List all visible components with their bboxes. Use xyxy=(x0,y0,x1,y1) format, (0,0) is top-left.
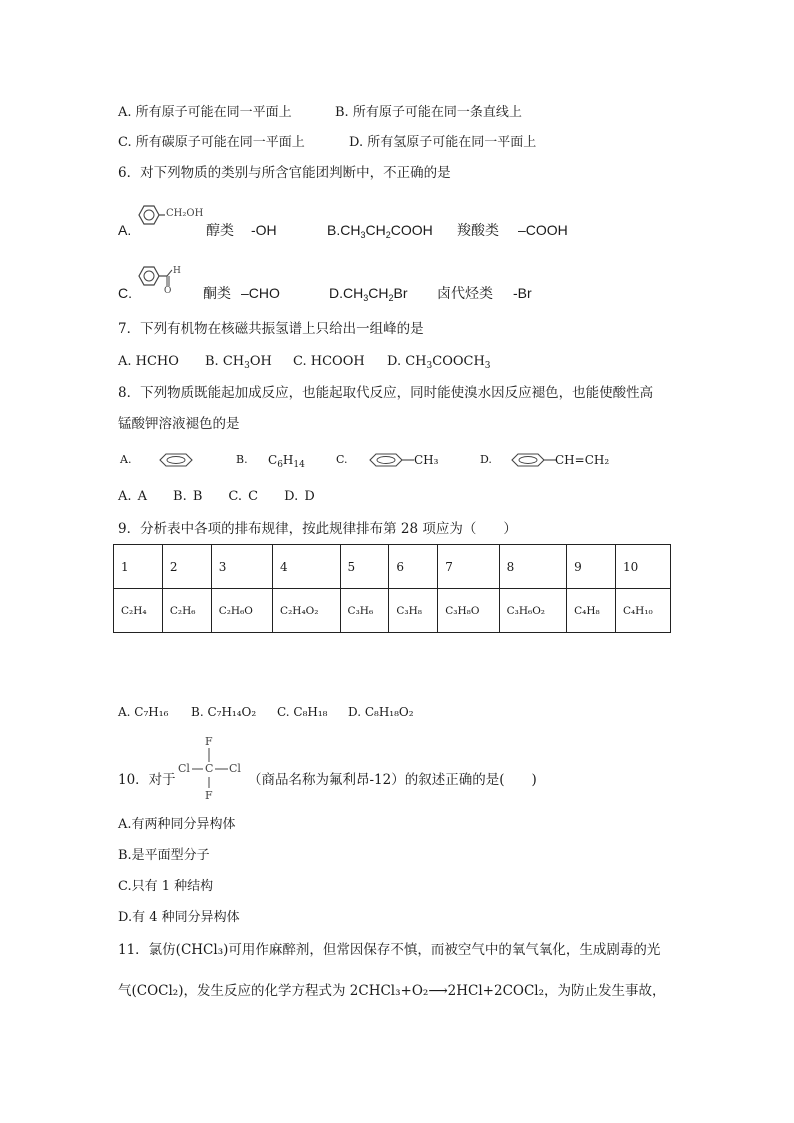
q8-option-a-label: A. xyxy=(120,453,132,466)
q8-option-d-group: CH=CH₂ xyxy=(555,453,610,467)
q6-c-struct-h: H xyxy=(173,266,181,276)
table-cell: C₄H₁₀ xyxy=(615,589,670,633)
q10-option-a: A.有两种同分异构体 xyxy=(118,817,236,832)
table-cell: C₂H₆ xyxy=(162,589,211,633)
q6-option-d-class: 卤代烃类 xyxy=(437,285,493,301)
table-row xyxy=(114,545,671,589)
freon-atom-c: C xyxy=(205,762,214,775)
q10-option-c: C.只有 1 种结构 xyxy=(118,879,214,894)
q8-answer-options: A. A B. B C. C D. D xyxy=(118,489,315,504)
freon-atom-f-top: F xyxy=(205,735,213,748)
table-cell: 1 xyxy=(114,545,163,589)
q6-option-b-group: –COOH xyxy=(518,222,568,238)
q8-c-toluene-structure xyxy=(370,452,420,468)
table-cell: 9 xyxy=(567,545,616,589)
table-cell: C₃H₈ xyxy=(389,589,438,633)
q6-option-d-group: -Br xyxy=(513,285,532,301)
q6-option-b-formula: $B.CH_3CH_2COOH$ xyxy=(327,222,433,240)
q7-stem: 7．下列有机物在核磁共振氢谱上只给出一组峰的是 xyxy=(118,321,424,337)
freon-atom-f-bottom: F xyxy=(205,789,213,802)
q8-option-c-label: C. xyxy=(336,453,348,466)
table-cell: C₂H₆O xyxy=(211,589,272,633)
q7-option-b: B. $CH_3OH$ xyxy=(205,354,272,371)
q5-option-c: C. 所有碳原子可能在同一平面上 xyxy=(118,135,305,150)
q6-option-c-class: 酮类 xyxy=(203,285,231,301)
table-cell: 10 xyxy=(615,545,670,589)
q5-option-a: A. 所有原子可能在同一平面上 xyxy=(118,105,292,120)
q8-option-b-formula: $C_6H_{14}$ xyxy=(268,453,305,470)
q10-suffix: （商品名称为氟利昂-12）的叙述正确的是( ) xyxy=(248,772,537,788)
freon-bond-lines xyxy=(170,730,250,810)
q9-option-a: A. C₇H₁₆ xyxy=(118,705,169,719)
q6-option-c-group: –CHO xyxy=(241,285,280,301)
table-cell: 5 xyxy=(340,545,389,589)
q8-option-d-label: D. xyxy=(480,453,492,466)
q6-stem: 6．对下列物质的类别与所含官能团判断中，不正确的是 xyxy=(118,165,451,181)
q10-option-d: D.有 4 种同分异构体 xyxy=(118,910,240,925)
q6-option-a-class: 醇类 xyxy=(206,222,234,238)
q7-option-a: A. HCHO xyxy=(118,354,179,369)
table-cell: 4 xyxy=(273,545,341,589)
table-cell: 8 xyxy=(499,545,567,589)
q5-option-b: B. 所有原子可能在同一条直线上 xyxy=(335,105,522,120)
q8-a-benzene-structure xyxy=(160,452,200,468)
freon-atom-cl-left: Cl xyxy=(178,762,190,775)
table-cell: 6 xyxy=(389,545,438,589)
q10-prefix: 10．对于 xyxy=(118,772,176,788)
table-cell: C₃H₆O₂ xyxy=(499,589,567,633)
q6-a-struct-label: CH₂OH xyxy=(166,208,204,219)
q11-line1: 11．氯仿(CHCl₃)可用作麻醉剂，但常因保存不慎，而被空气中的氧气氧化，生成剧毒的光 xyxy=(118,942,661,958)
q10-option-b: B.是平面型分子 xyxy=(118,848,210,863)
q6-option-b-class: 羧酸类 xyxy=(457,222,499,238)
table-row xyxy=(114,589,671,633)
q6-option-d-formula: $D.CH_3CH_2Br$ xyxy=(329,285,408,303)
table-cell: C₄H₈ xyxy=(567,589,616,633)
table-cell: 7 xyxy=(438,545,499,589)
q6-c-struct-o: O xyxy=(164,286,172,296)
q6-option-a-label: A. xyxy=(118,222,132,238)
q5-option-d: D. 所有氢原子可能在同一平面上 xyxy=(349,135,537,150)
q8-stem-line2: 锰酸钾溶液褪色的是 xyxy=(118,416,240,432)
q6-option-c-label: C. xyxy=(118,285,132,301)
table-cell: C₃H₈O xyxy=(438,589,499,633)
q8-option-c-group: CH₃ xyxy=(414,453,439,467)
table-cell: C₃H₆ xyxy=(340,589,389,633)
q9-option-c: C. C₈H₁₈ xyxy=(277,705,328,719)
q9-series-table xyxy=(113,544,671,633)
table-cell: C₂H₄O₂ xyxy=(273,589,341,633)
table-cell: 3 xyxy=(211,545,272,589)
q8-option-b-label: B. xyxy=(236,453,248,466)
table-cell: C₂H₄ xyxy=(114,589,163,633)
q9-stem: 9．分析表中各项的排布规律，按此规律排布第 28 项应为（ ） xyxy=(118,521,517,537)
q9-option-b: B. C₇H₁₄O₂ xyxy=(191,705,257,719)
q6-option-a-group: -OH xyxy=(251,222,277,238)
q7-option-d: D. $CH_3COOCH_3$ xyxy=(387,354,491,371)
q7-option-c: C. HCOOH xyxy=(293,354,365,369)
q11-line2: 气(COCl₂)，发生反应的化学方程式为 2CHCl₃+O₂⟶2HCl+2COCl₂，为防止发生事故， xyxy=(118,983,666,999)
q9-option-d: D. C₈H₁₈O₂ xyxy=(348,705,414,719)
q8-stem-line1: 8．下列物质既能起加成反应，也能起取代反应，同时能使溴水因反应褪色，也能使酸性高 xyxy=(118,385,654,401)
table-cell: 2 xyxy=(162,545,211,589)
freon-atom-cl-right: Cl xyxy=(229,762,241,775)
